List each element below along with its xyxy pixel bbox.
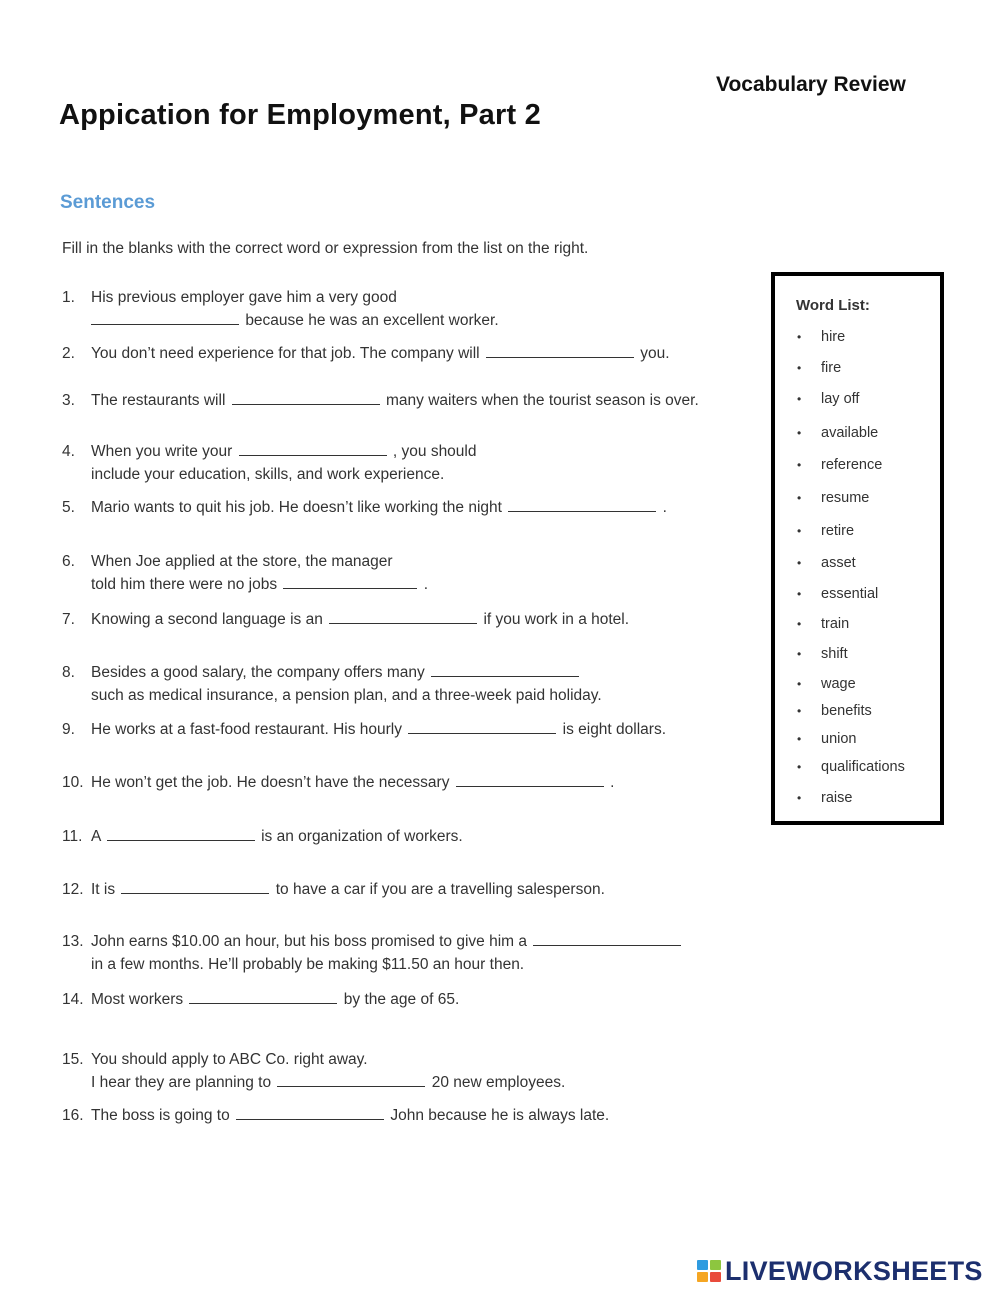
vocabulary-review-label: Vocabulary Review xyxy=(716,73,906,96)
question-text-after: . xyxy=(423,576,429,593)
word-list-item: • wage xyxy=(797,676,856,692)
question-text: Besides a good salary, the company offers many xyxy=(91,664,425,681)
question-text: His previous employer gave him a very good xyxy=(91,289,397,306)
bullet-icon: • xyxy=(797,458,802,472)
question-text: He won’t get the job. He doesn’t have the necessary xyxy=(91,774,450,791)
word-list-item: • available xyxy=(797,425,879,441)
answer-blank[interactable] xyxy=(107,825,255,841)
answer-blank[interactable] xyxy=(408,718,556,734)
question-text: The boss is going to xyxy=(91,1107,230,1124)
question-text-after: many waiters when the tourist season is over. xyxy=(386,392,699,409)
word-list-item: • hire xyxy=(797,329,846,345)
question-text: When Joe applied at the store, the manager xyxy=(91,553,393,570)
question-text-after: you. xyxy=(640,345,670,362)
question-text: Most workers xyxy=(91,991,184,1008)
question-number: 5. xyxy=(62,499,75,516)
question-5 xyxy=(62,496,667,519)
question-text: When you write your xyxy=(91,443,233,460)
logo-square xyxy=(697,1260,708,1270)
answer-blank[interactable] xyxy=(533,930,681,946)
answer-blank[interactable] xyxy=(283,573,417,589)
word-list-item: • benefits xyxy=(797,703,872,719)
instructions-text: Fill in the blanks with the correct word or expression from the list on the right. xyxy=(62,240,589,257)
question-13 xyxy=(62,930,683,976)
question-12 xyxy=(62,878,605,901)
question-text: It is xyxy=(91,881,116,898)
bullet-icon: • xyxy=(797,330,802,344)
question-9 xyxy=(62,718,666,741)
question-text-after: by the age of 65. xyxy=(343,991,460,1008)
question-number: 10. xyxy=(62,774,84,791)
answer-blank[interactable] xyxy=(431,661,579,677)
question-text-cont: I hear they are planning to xyxy=(91,1074,272,1091)
question-16 xyxy=(62,1104,609,1127)
answer-blank[interactable] xyxy=(121,878,269,894)
word-list-item: • train xyxy=(797,616,850,632)
question-6 xyxy=(62,550,428,596)
question-7 xyxy=(62,608,629,631)
word-list-item: • shift xyxy=(797,646,848,662)
page-title: Appication for Employment, Part 2 xyxy=(59,99,541,131)
logo-square xyxy=(710,1260,721,1270)
bullet-icon: • xyxy=(797,617,802,631)
answer-blank[interactable] xyxy=(277,1071,425,1087)
question-text-cont: because he was an excellent worker. xyxy=(245,312,499,329)
question-number: 12. xyxy=(62,881,84,898)
question-text-cont: told him there were no jobs xyxy=(91,576,278,593)
bullet-icon: • xyxy=(797,524,802,538)
question-11 xyxy=(62,825,463,848)
question-text: You don’t need experience for that job. The company will xyxy=(91,345,480,362)
question-number: 8. xyxy=(62,664,75,681)
section-heading: Sentences xyxy=(60,192,156,213)
question-text-after: , you should xyxy=(392,443,477,460)
bullet-icon: • xyxy=(797,426,802,440)
question-8 xyxy=(62,661,602,707)
question-text-after: is an organization of workers. xyxy=(261,828,463,845)
question-number: 16. xyxy=(62,1107,84,1124)
question-text-after: . xyxy=(610,774,615,791)
word-list-title: Word List: xyxy=(796,297,870,314)
word-list-item: • union xyxy=(797,731,857,747)
logo-squares-icon xyxy=(697,1260,721,1282)
question-text-after: is eight dollars. xyxy=(562,721,667,738)
answer-blank[interactable] xyxy=(456,771,604,787)
logo-text: LIVEWORKSHEETS xyxy=(725,1255,983,1286)
bullet-icon: • xyxy=(797,556,802,570)
word-list-item: • resume xyxy=(797,490,870,506)
question-text: John earns $10.00 an hour, but his boss promised to give him a xyxy=(91,933,527,950)
question-number: 9. xyxy=(62,721,75,738)
bullet-icon: • xyxy=(797,732,802,746)
question-text-after: John because he is always late. xyxy=(390,1107,610,1124)
question-number: 4. xyxy=(62,443,75,460)
question-4 xyxy=(62,440,477,486)
answer-blank[interactable] xyxy=(236,1104,384,1120)
question-text: The restaurants will xyxy=(91,392,226,409)
question-text-after: . xyxy=(662,499,667,516)
word-list-item: • qualifications xyxy=(797,759,905,775)
bullet-icon: • xyxy=(797,361,802,375)
answer-blank[interactable] xyxy=(232,389,380,405)
question-3 xyxy=(62,389,699,412)
bullet-icon: • xyxy=(797,704,802,718)
answer-blank[interactable] xyxy=(486,342,634,358)
question-text-after: if you work in a hotel. xyxy=(483,611,630,628)
question-number: 11. xyxy=(62,828,83,845)
question-text: Mario wants to quit his job. He doesn’t like working the night xyxy=(91,499,502,516)
word-list-item: • raise xyxy=(797,790,853,806)
word-list-item: • asset xyxy=(797,555,856,571)
answer-blank[interactable] xyxy=(239,440,387,456)
question-number: 13. xyxy=(62,933,84,950)
question-number: 3. xyxy=(62,392,75,409)
word-list-box xyxy=(771,272,944,825)
bullet-icon: • xyxy=(797,760,802,774)
question-number: 1. xyxy=(62,289,75,306)
question-text-after: to have a car if you are a travelling salesperson. xyxy=(275,881,605,898)
question-text: He works at a fast-food restaurant. His hourly xyxy=(91,721,402,738)
question-text: You should apply to ABC Co. right away. xyxy=(91,1051,368,1068)
question-text-cont: such as medical insurance, a pension plan, and a three-week paid holiday. xyxy=(91,687,602,704)
logo-square xyxy=(710,1272,721,1282)
word-list-item: • fire xyxy=(797,360,842,376)
bullet-icon: • xyxy=(797,791,802,805)
question-14 xyxy=(62,988,459,1011)
liveworksheets-logo[interactable] xyxy=(697,1256,983,1286)
question-text: Knowing a second language is an xyxy=(91,611,323,628)
word-list-item: • lay off xyxy=(797,391,860,407)
word-list-item: • essential xyxy=(797,586,879,602)
question-15 xyxy=(62,1048,565,1094)
question-number: 15. xyxy=(62,1051,84,1068)
question-text-cont: in a few months. He’ll probably be making $11.50 an hour then. xyxy=(91,956,525,973)
bullet-icon: • xyxy=(797,677,802,691)
logo-square xyxy=(697,1272,708,1282)
question-number: 6. xyxy=(62,553,75,570)
question-text-cont: include your education, skills, and work experience. xyxy=(91,466,445,483)
word-list-item: • retire xyxy=(797,523,855,539)
question-number: 14. xyxy=(62,991,84,1008)
question-1 xyxy=(62,286,499,332)
question-number: 2. xyxy=(62,345,75,362)
answer-blank[interactable] xyxy=(189,988,337,1004)
question-10 xyxy=(62,771,614,794)
bullet-icon: • xyxy=(797,647,802,661)
bullet-icon: • xyxy=(797,587,802,601)
word-list-item: • reference xyxy=(797,457,883,473)
answer-blank[interactable] xyxy=(91,309,239,325)
answer-blank[interactable] xyxy=(508,496,656,512)
question-2 xyxy=(62,342,670,365)
bullet-icon: • xyxy=(797,491,802,505)
question-number: 7. xyxy=(62,611,75,628)
question-text: A xyxy=(91,828,101,845)
question-text-after: 20 new employees. xyxy=(431,1074,566,1091)
bullet-icon: • xyxy=(797,392,802,406)
answer-blank[interactable] xyxy=(329,608,477,624)
